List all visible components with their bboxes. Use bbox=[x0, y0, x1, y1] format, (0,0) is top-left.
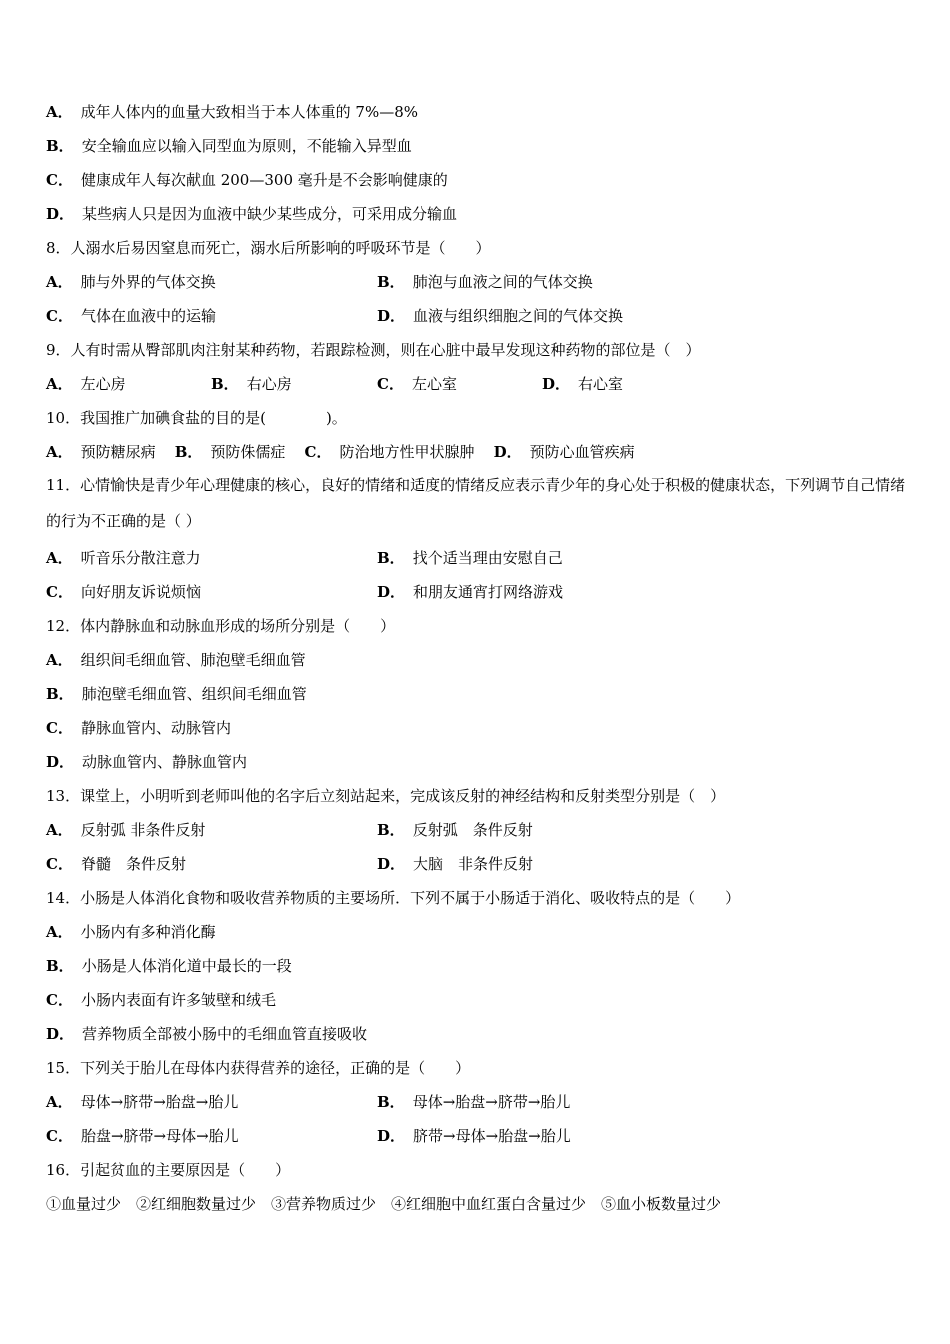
option-label: D． bbox=[377, 583, 406, 601]
q16-choices bbox=[46, 1194, 721, 1214]
option-label: A． bbox=[46, 103, 73, 121]
option-text: 右心室 bbox=[578, 375, 624, 393]
q11-option-d bbox=[377, 582, 563, 602]
option-text: 防治地方性甲状腺肿 bbox=[339, 443, 475, 461]
q9-option-c bbox=[377, 374, 457, 394]
option-label: D． bbox=[377, 855, 406, 873]
option-label: C． bbox=[46, 583, 73, 601]
option-label: D． bbox=[46, 753, 75, 771]
q13-option-b bbox=[377, 820, 533, 840]
q7-option-b bbox=[46, 136, 412, 156]
q10-stem bbox=[46, 408, 347, 428]
q11-option-b bbox=[377, 548, 563, 568]
q7-option-a bbox=[46, 102, 418, 122]
option-label: D． bbox=[46, 1025, 75, 1043]
question-text: 小肠是人体消化食物和吸收营养物质的主要场所．下列不属于小肠适于消化、吸收特点的是（ ） bbox=[80, 889, 741, 907]
option-text: 向好朋友诉说烦恼 bbox=[80, 583, 201, 601]
q11-option-a bbox=[46, 548, 201, 568]
q15-option-c bbox=[46, 1126, 239, 1146]
option-label: B． bbox=[377, 549, 405, 567]
option-label: D． bbox=[46, 205, 75, 223]
q11-option-c bbox=[46, 582, 201, 602]
option-text: 某些病人只是因为血液中缺少某些成分，可采用成分输血 bbox=[82, 205, 458, 223]
option-label: C． bbox=[46, 171, 73, 189]
question-text: 人溺水后易因窒息而死亡，溺水后所影响的呼吸环节是（ ） bbox=[70, 239, 491, 257]
question-number: 14． bbox=[46, 889, 81, 907]
option-text: 脊髓 条件反射 bbox=[80, 855, 186, 873]
option-text: 气体在血液中的运输 bbox=[80, 307, 216, 325]
q9-option-b bbox=[211, 374, 292, 394]
option-label: B． bbox=[377, 1093, 405, 1111]
option-label: D． bbox=[377, 1127, 406, 1145]
option-text: 小肠内表面有许多皱壁和绒毛 bbox=[80, 991, 276, 1009]
option-text: 反射弧 条件反射 bbox=[412, 821, 533, 839]
option-text: 安全输血应以输入同型血为原则，不能输入异型血 bbox=[81, 137, 412, 155]
question-number: 13． bbox=[46, 787, 81, 805]
option-label: A． bbox=[46, 375, 73, 393]
q7-option-c bbox=[46, 170, 448, 190]
option-label: D． bbox=[542, 375, 571, 393]
q10-options bbox=[46, 442, 635, 462]
option-text: 小肠是人体消化道中最长的一段 bbox=[81, 957, 292, 975]
question-text: 体内静脉血和动脉血形成的场所分别是（ ） bbox=[80, 617, 396, 635]
q13-stem bbox=[46, 786, 725, 806]
option-text: 大脑 非条件反射 bbox=[413, 855, 534, 873]
option-text: 肺泡壁毛细血管、组织间毛细血管 bbox=[81, 685, 307, 703]
option-text: 母体→脐带→胎盘→胎儿 bbox=[80, 1093, 239, 1111]
q15-stem bbox=[46, 1058, 470, 1078]
q9-stem bbox=[46, 340, 701, 360]
question-text: 人有时需从臀部肌肉注射某种药物，若跟踪检测，则在心脏中最早发现这种药物的部位是（ ） bbox=[70, 341, 701, 359]
q15-option-a bbox=[46, 1092, 238, 1112]
option-text: 肺与外界的气体交换 bbox=[80, 273, 216, 291]
q8-option-b bbox=[377, 272, 593, 292]
option-label: C． bbox=[304, 443, 332, 461]
q14-option-d bbox=[46, 1024, 367, 1044]
option-text: 反射弧 非条件反射 bbox=[80, 821, 206, 839]
q8-stem bbox=[46, 238, 491, 258]
option-label: B． bbox=[377, 821, 405, 839]
question-number: 15． bbox=[46, 1059, 81, 1077]
option-text: 小肠内有多种消化酶 bbox=[80, 923, 216, 941]
option-label: C． bbox=[46, 1127, 73, 1145]
option-text: 脐带→母体→胎盘→胎儿 bbox=[413, 1127, 571, 1145]
q16-stem bbox=[46, 1160, 290, 1180]
q8-option-d bbox=[377, 306, 623, 326]
q14-option-b bbox=[46, 956, 292, 976]
q15-option-b bbox=[377, 1092, 570, 1112]
option-label: A． bbox=[46, 549, 73, 567]
option-label: D． bbox=[493, 443, 522, 461]
q7-option-d bbox=[46, 204, 457, 224]
q12-option-d bbox=[46, 752, 247, 772]
question-text: 课堂上，小明听到老师叫他的名字后立刻站起来，完成该反射的神经结构和反射类型分别是（ ） bbox=[80, 787, 726, 805]
option-label: A． bbox=[46, 651, 73, 669]
option-label: A． bbox=[46, 443, 73, 461]
option-label: B． bbox=[46, 685, 74, 703]
option-text: 母体→胎盘→脐带→胎儿 bbox=[412, 1093, 571, 1111]
q9-option-a bbox=[46, 374, 126, 394]
option-label: C． bbox=[46, 719, 73, 737]
question-number: 11． bbox=[46, 476, 81, 494]
q12-option-a bbox=[46, 650, 306, 670]
question-number: 12． bbox=[46, 617, 81, 635]
option-label: B． bbox=[377, 273, 405, 291]
option-text: 和朋友通宵打网络游戏 bbox=[413, 583, 564, 601]
question-number: 16． bbox=[46, 1161, 81, 1179]
option-label: B． bbox=[211, 375, 239, 393]
option-text: 听音乐分散注意力 bbox=[80, 549, 201, 567]
option-text: 预防糖尿病 bbox=[80, 443, 156, 461]
q14-option-a bbox=[46, 922, 216, 942]
option-text: 预防心血管疾病 bbox=[529, 443, 635, 461]
option-label: C． bbox=[46, 855, 73, 873]
option-label: A． bbox=[46, 1093, 73, 1111]
option-label: D． bbox=[377, 307, 406, 325]
question-number: 8． bbox=[46, 239, 71, 257]
option-text: 静脉血管内、动脉管内 bbox=[80, 719, 231, 737]
option-text: 肺泡与血液之间的气体交换 bbox=[412, 273, 593, 291]
option-text: 胎盘→脐带→母体→胎儿 bbox=[80, 1127, 239, 1145]
choice-list-text: ①血量过少 ②红细胞数量过少 ③营养物质过少 ④红细胞中血红蛋白含量过少 ⑤血小板数量过少 bbox=[46, 1195, 722, 1213]
option-text: 动脉血管内、静脉血管内 bbox=[82, 753, 248, 771]
option-label: B． bbox=[46, 957, 74, 975]
option-label: A． bbox=[46, 273, 73, 291]
option-label: A． bbox=[46, 821, 73, 839]
option-label: C． bbox=[46, 307, 73, 325]
question-text: 我国推广加碘食盐的目的是( )。 bbox=[80, 409, 347, 427]
option-label: B． bbox=[46, 137, 74, 155]
q14-stem bbox=[46, 888, 740, 908]
option-text: 健康成年人每次献血 200—300 毫升是不会影响健康的 bbox=[80, 171, 448, 189]
q8-option-c bbox=[46, 306, 216, 326]
question-number: 10． bbox=[46, 409, 81, 427]
option-text: 左心室 bbox=[411, 375, 457, 393]
q13-option-c bbox=[46, 854, 186, 874]
q13-option-d bbox=[377, 854, 533, 874]
option-text: 组织间毛细血管、肺泡壁毛细血管 bbox=[80, 651, 306, 669]
option-text: 成年人体内的血量大致相当于本人体重的 7%—8% bbox=[80, 103, 419, 121]
option-text: 营养物质全部被小肠中的毛细血管直接吸收 bbox=[82, 1025, 368, 1043]
q12-option-b bbox=[46, 684, 307, 704]
question-text: 心情愉快是青少年心理健康的核心，良好的情绪和适度的情绪反应表示青少年的身心处于积极的健康状态，下列调节自己情绪的行为不正确的是（ ） bbox=[46, 476, 906, 530]
option-label: B． bbox=[174, 443, 203, 461]
q14-option-c bbox=[46, 990, 276, 1010]
option-text: 右心房 bbox=[246, 375, 292, 393]
option-text: 左心房 bbox=[80, 375, 126, 393]
question-text: 引起贫血的主要原因是（ ） bbox=[80, 1161, 291, 1179]
q8-option-a bbox=[46, 272, 216, 292]
option-text: 血液与组织细胞之间的气体交换 bbox=[413, 307, 624, 325]
q11-stem bbox=[46, 467, 906, 539]
option-text: 预防侏儒症 bbox=[210, 443, 286, 461]
option-text: 找个适当理由安慰自己 bbox=[412, 549, 563, 567]
q12-stem bbox=[46, 616, 395, 636]
question-text: 下列关于胎儿在母体内获得营养的途径，正确的是（ ） bbox=[80, 1059, 471, 1077]
q9-option-d bbox=[542, 374, 623, 394]
option-label: C． bbox=[377, 375, 404, 393]
option-label: C． bbox=[46, 991, 73, 1009]
q12-option-c bbox=[46, 718, 231, 738]
option-label: A． bbox=[46, 923, 73, 941]
question-number: 9． bbox=[46, 341, 71, 359]
q15-option-d bbox=[377, 1126, 571, 1146]
q13-option-a bbox=[46, 820, 205, 840]
